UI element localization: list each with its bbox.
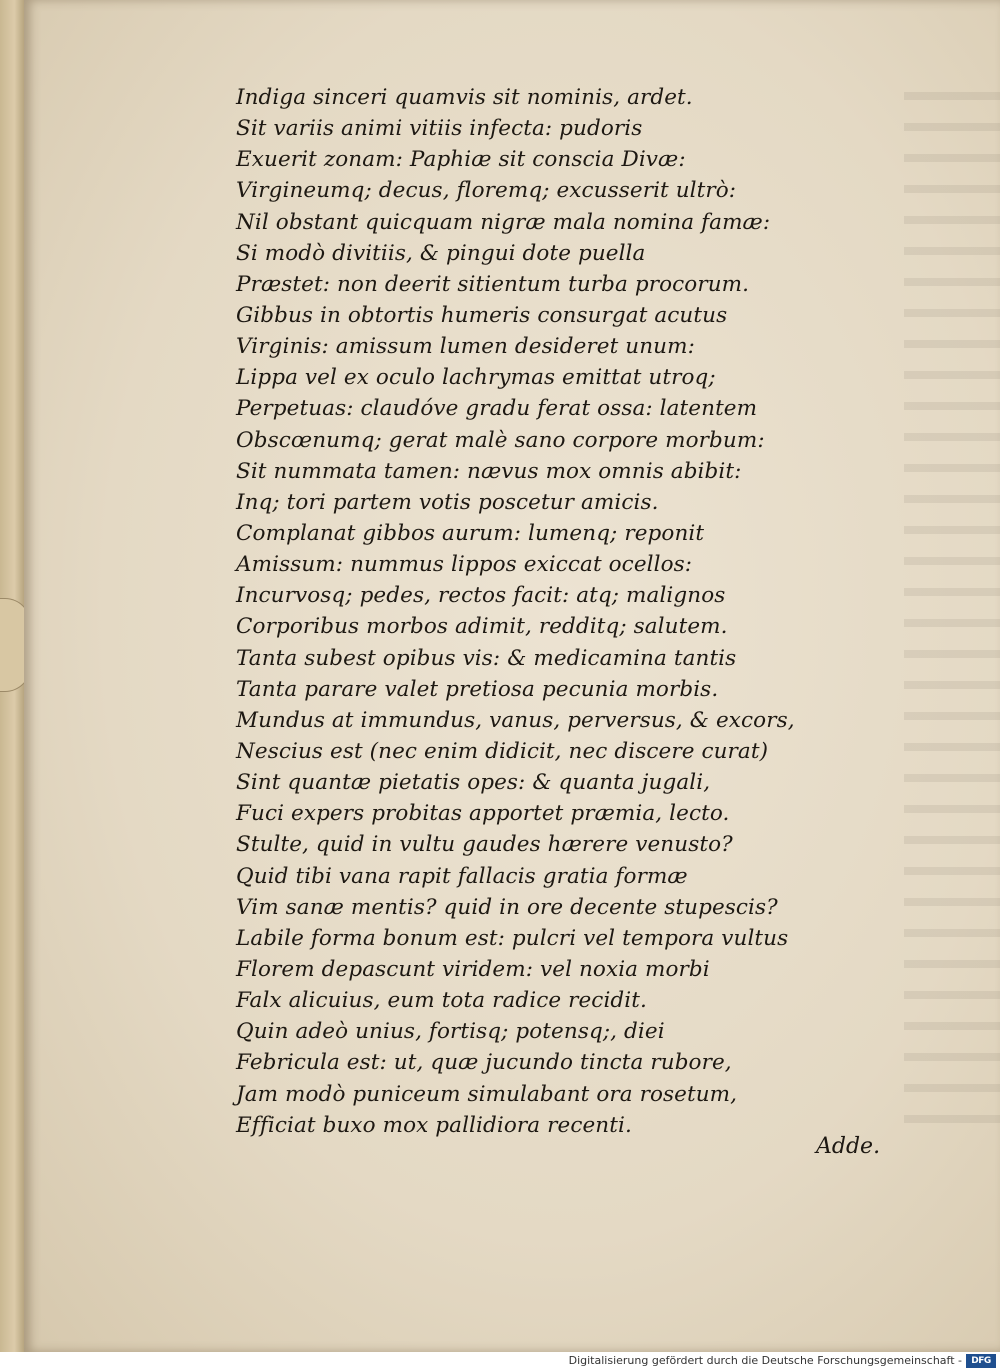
verse-line: Si modò divitiis, & pingui dote puella bbox=[236, 240, 646, 266]
verse-line: Præstet: non deerit sitientum turba procorum. bbox=[236, 271, 750, 297]
verse-line: Sint quantæ pietatis opes: & quanta jugali, bbox=[236, 770, 711, 796]
verse-line: Lippa vel ex oculo lachrymas emittat utroq; bbox=[236, 365, 716, 391]
verse-block bbox=[236, 82, 886, 1141]
verse-line: Gibbus in obtortis humeris consurgat acutus bbox=[236, 302, 728, 328]
verse-line: Fuci expers probitas apportet præmia, lecto. bbox=[236, 801, 730, 827]
verse-line: Incurvosq; pedes, rectos facit: atq; malignos bbox=[236, 583, 726, 609]
verse-line: Falx alicuius, eum tota radice recidit. bbox=[236, 988, 647, 1014]
verse-line: Quin adeò unius, fortisq; potensq;, diei bbox=[236, 1019, 665, 1045]
funding-credit: Digitalisierung gefördert durch die Deutsche Forschungsgemeinschaft - bbox=[568, 1354, 962, 1367]
dfg-logo-icon: DFG bbox=[966, 1354, 996, 1368]
verse-line: Florem depascunt viridem: vel noxia morbi bbox=[236, 956, 710, 982]
verse-line: Jam modò puniceum simulabant ora rosetum, bbox=[236, 1081, 738, 1107]
verse-line: Quid tibi vana rapit fallacis gratia formæ bbox=[236, 863, 688, 889]
verse-line: Nil obstant quicquam nigræ mala nomina famæ: bbox=[236, 209, 771, 235]
verse-line: Indiga sinceri quamvis sit nominis, ardet. bbox=[236, 85, 693, 110]
digitization-footer bbox=[0, 1352, 1000, 1371]
verse-line: Complanat gibbos aurum: lumenq; reponit bbox=[236, 520, 705, 546]
verse-line: Perpetuas: claudóve gradu ferat ossa: latentem bbox=[236, 396, 758, 422]
verse-line: Exuerit zonam: Paphiæ sit conscia Divæ: bbox=[236, 147, 686, 173]
verse-line: Obscœnumq; gerat malè sano corpore morbum: bbox=[236, 427, 765, 453]
verse-line: Corporibus morbos adimit, redditq; salutem. bbox=[236, 614, 728, 640]
verse-line: Tanta subest opibus vis: & medicamina tantis bbox=[236, 645, 737, 671]
verse-line: Labile forma bonum est: pulcri vel tempora vultus bbox=[236, 925, 789, 951]
verse-line: Vim sanæ mentis? quid in ore decente stupescis? bbox=[236, 894, 778, 920]
verse-line: Sit nummata tamen: nævus mox omnis abibit: bbox=[236, 458, 742, 484]
catchword: Adde. bbox=[816, 1134, 881, 1159]
verse-line: Stulte, quid in vultu gaudes hærere venusto? bbox=[236, 832, 733, 858]
verse-line: Febricula est: ut, quæ jucundo tincta rubore, bbox=[236, 1050, 732, 1076]
verse-line: Virgineumq; decus, floremq; excusserit ultrò: bbox=[236, 178, 737, 204]
verse-line: Virginis: amissum lumen desideret unum: bbox=[236, 334, 695, 360]
verse-line: Sit variis animi vitiis infecta: pudoris bbox=[236, 116, 643, 142]
verse-line: Mundus at immundus, vanus, perversus, & excors, bbox=[236, 707, 795, 733]
show-through-text bbox=[904, 80, 1000, 1140]
verse-line: Inq; tori partem votis poscetur amicis. bbox=[236, 489, 659, 515]
verse-line: Amissum: nummus lippos exiccat ocellos: bbox=[236, 552, 693, 578]
verse-line: Tanta parare valet pretiosa pecunia morbis. bbox=[236, 676, 719, 702]
verse-line: Efficiat buxo mox pallidiora recenti. bbox=[236, 1112, 632, 1138]
verse-line: Nescius est (nec enim didicit, nec discere curat) bbox=[236, 738, 769, 764]
